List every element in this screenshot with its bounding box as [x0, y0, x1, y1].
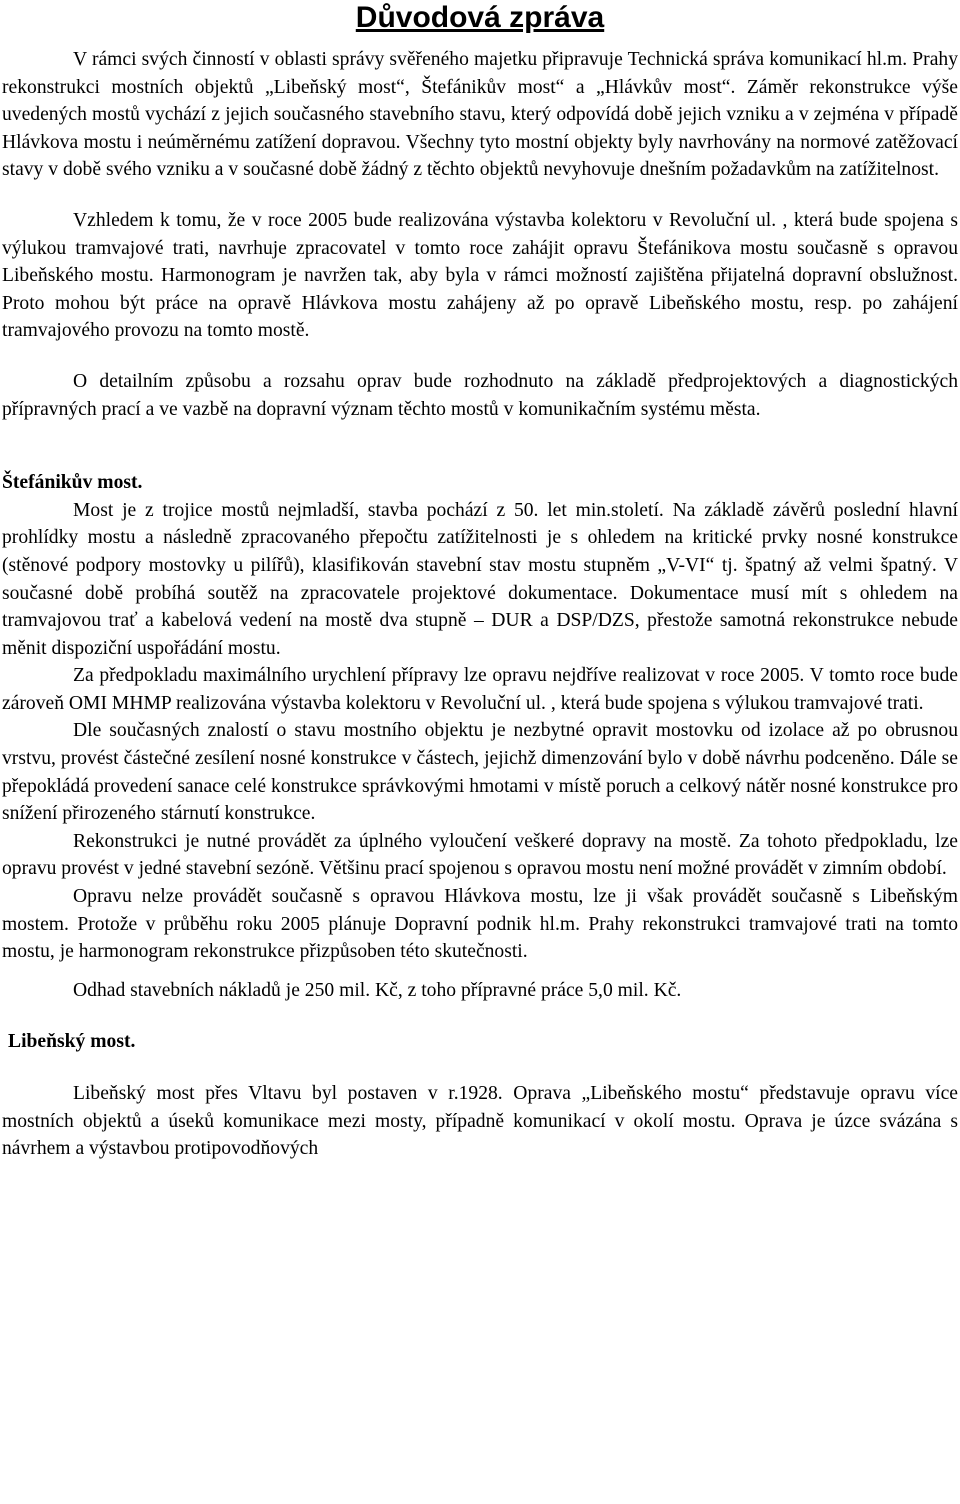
stefanik-paragraph-1: Most je z trojice mostů nejmladší, stavba pochází z 50. let min.století. Na základě závěrů poslední hlavní prohlídky mostu a následně zpracovaného přepočtu zatížitelnosti je s ohledem na kritické prvky nosné konstrukce (stěnové podpory mostovky u pilířů), klasifikován stavební stav mostu stupněm „V-VI“ tj. špatný až velmi špatný. V současné době probíhá soutěž na zpracovatele projektové dokumentace. Dokumentace musí mít s ohledem na tramvajovou trať a kabelová vedení na mostě dva stupně – DUR a DSP/DZS, přestože samotná rekonstrukce nebude měnit dispoziční uspořádání mostu.: [2, 499, 958, 659]
intro-paragraph-3: O detailním způsobu a rozsahu oprav bude rozhodnuto na základě předprojektových a diagnostických přípravných prací a ve vazbě na dopravní význam těchto mostů v komunikačním systému města.: [2, 370, 958, 420]
stefanik-paragraph-4: Rekonstrukci je nutné provádět za úplného vyloučení veškeré dopravy na mostě. Za tohoto předpokladu, lze opravu provést v jedné stavební sezóně. Většinu prací spojenou s opravou mostu není možné provádět v zimním období.: [2, 830, 958, 880]
libensky-paragraph-1: Libeňský most přes Vltavu byl postaven v r.1928. Oprava „Libeňského mostu“ představuje opravu více mostních objektů a úseků komunikace mezi mosty, případně komunikací v okolí mostu. Oprava je úzce svázána s návrhem a výstavbou protipovodňových: [2, 1083, 958, 1160]
stefanik-paragraph-5: Opravu nelze provádět současně s opravou Hlávkova mostu, lze ji však provádět současně s Libeňským mostem. Protože v průběhu roku 2005 plánuje Dopravní podnik hl.m. Prahy rekonstrukci tramvajové trati na tomto mostu, je harmonogram rekonstrukce přizpůsoben této skutečnosti.: [2, 886, 958, 963]
section-heading-stefanik: Štefánikův most.: [2, 472, 143, 494]
intro-paragraph-1: V rámci svých činností v oblasti správy svěřeného majetku připravuje Technická správa komunikací hl.m. Prahy rekonstrukci mostních objektů „Libeňský most“, Štefánikův most“ a „Hlávkův most“. Záměr rekonstrukce výše uvedených mostů vychází z jejich současného stavebního stavu, který odpovídá době jejich vzniku a v zejména v případě Hlávkova mostu i neúměrnému zatížení dopravou. Všechny tyto mostní objekty byly navrhovány na normové zatěžovací stavy v době svého vzniku a v současné době žádný z těchto objektů nevyhovuje dnešním požadavkům na zatížitelnost.: [2, 49, 958, 181]
document-title: Důvodová zpráva: [355, 1, 605, 34]
section-heading-libensky: Libeňský most.: [8, 1031, 136, 1053]
document-page: [0, 1, 960, 1504]
stefanik-paragraph-2: Za předpokladu maximálního urychlení přípravy lze opravu nejdříve realizovat v roce 2005. V tomto roce bude zároveň OMI MHMP realizována výstavba kolektoru v Revoluční ul. , která bude spojena s výlukou tramvajové trati.: [2, 665, 958, 714]
stefanik-paragraph-3: Dle současných znalostí o stavu mostního objektu je nezbytné opravit mostovku od izolace až po obrusnou vrstvu, provést částečné zesílení nosné konstrukce v částech, jejichž dimenzování bylo v době návrhu podceněno. Dále se přepokládá provedení sanace celé konstrukce správkovými hmotami v místě poruch a celkový nátěr nosné konstrukce pro snížení přirozeného stárnutí konstrukce.: [2, 720, 958, 825]
stefanik-cost-estimate: Odhad stavebních nákladů je 250 mil. Kč, z toho přípravné práce 5,0 mil. Kč.: [73, 979, 682, 1001]
intro-paragraph-2: Vzhledem k tomu, že v roce 2005 bude realizována výstavba kolektoru v Revoluční ul. , která bude spojena s výlukou tramvajové trati, navrhuje zpracovatel v tomto roce zahájit opravu Štefánikova mostu současně s opravou Libeňského mostu. Harmonogram je navržen tak, aby byla v rámci možností zajištěna přijatelná dopravní obslužnost. Proto mohou být práce na opravě Hlávkova mostu zahájeny až po opravě Libeňského mostu, resp. po zahájení tramvajového provozu na tomto mostě.: [2, 209, 958, 342]
